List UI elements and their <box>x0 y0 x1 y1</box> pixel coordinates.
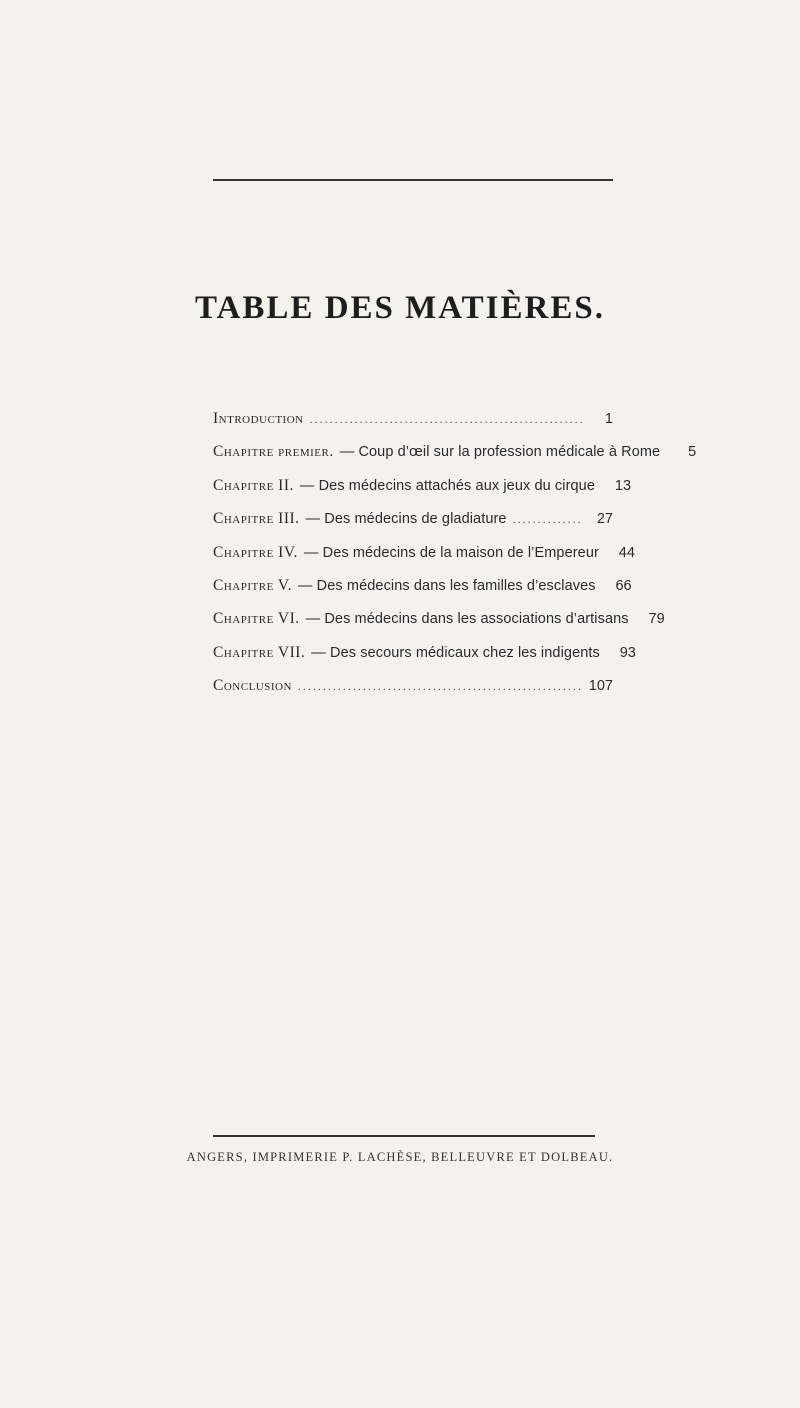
toc-entry-page: 1 <box>604 411 613 427</box>
toc-entry-label: Chapitre IV. <box>213 543 298 561</box>
toc-entry-title: — Des médecins attachés aux jeux du cirque <box>299 477 596 494</box>
toc-entry-page: 5 <box>688 444 697 461</box>
toc-entry-page: 44 <box>618 544 635 561</box>
toc-entry-chapter-6 <box>213 610 665 643</box>
toc-entry-introduction <box>213 410 613 443</box>
toc-entry-title: — Coup d’œil sur la profession médicale à Rome <box>339 444 661 461</box>
table-of-contents <box>213 410 697 711</box>
toc-entry-chapter-1 <box>213 443 697 476</box>
toc-entry-chapter-3 <box>213 510 613 543</box>
toc-entry-title: — Des médecins dans les familles d’esclaves <box>297 577 596 594</box>
toc-entry-page: 66 <box>615 577 632 594</box>
top-rule <box>213 179 613 181</box>
toc-entry-conclusion <box>213 677 613 710</box>
printer-imprint: ANGERS, IMPRIMERIE P. LACHÈSE, BELLEUVRE ET DOLBEAU. <box>186 1150 614 1164</box>
toc-leader-dots <box>513 512 583 527</box>
toc-leader-dots <box>298 679 583 694</box>
toc-entry-chapter-2 <box>213 476 632 510</box>
toc-entry-label: Introduction <box>213 410 304 427</box>
toc-entry-chapter-7 <box>213 643 636 677</box>
page-title: TABLE DES MATIÈRES. <box>195 290 605 326</box>
toc-entry-title: — Des médecins dans les associations d’artisans <box>305 611 629 628</box>
toc-entry-label: Chapitre II. <box>213 476 294 494</box>
toc-entry-page: 79 <box>648 611 665 628</box>
toc-entry-page: 27 <box>596 511 613 528</box>
toc-entry-label: Chapitre III. <box>213 510 300 528</box>
toc-entry-title: — Des médecins de gladiature <box>305 511 507 528</box>
toc-entry-page: 93 <box>619 644 636 661</box>
toc-entry-title: — Des médecins de la maison de l’Empereur <box>303 544 599 561</box>
toc-entry-page: 107 <box>588 678 613 695</box>
toc-entry-title: — Des secours médicaux chez les indigents <box>311 644 600 661</box>
toc-entry-chapter-5 <box>213 576 632 610</box>
toc-entry-label: Chapitre V. <box>213 576 292 594</box>
bottom-rule <box>213 1135 595 1137</box>
toc-leader-dots <box>310 412 583 427</box>
toc-entry-page: 13 <box>614 477 632 494</box>
toc-entry-chapter-4 <box>213 543 635 577</box>
toc-entry-label: Chapitre VI. <box>213 610 300 628</box>
toc-entry-label: Chapitre VII. <box>213 643 306 661</box>
toc-entry-label: Chapitre premier. <box>213 443 334 461</box>
toc-entry-label: Conclusion <box>213 677 292 695</box>
